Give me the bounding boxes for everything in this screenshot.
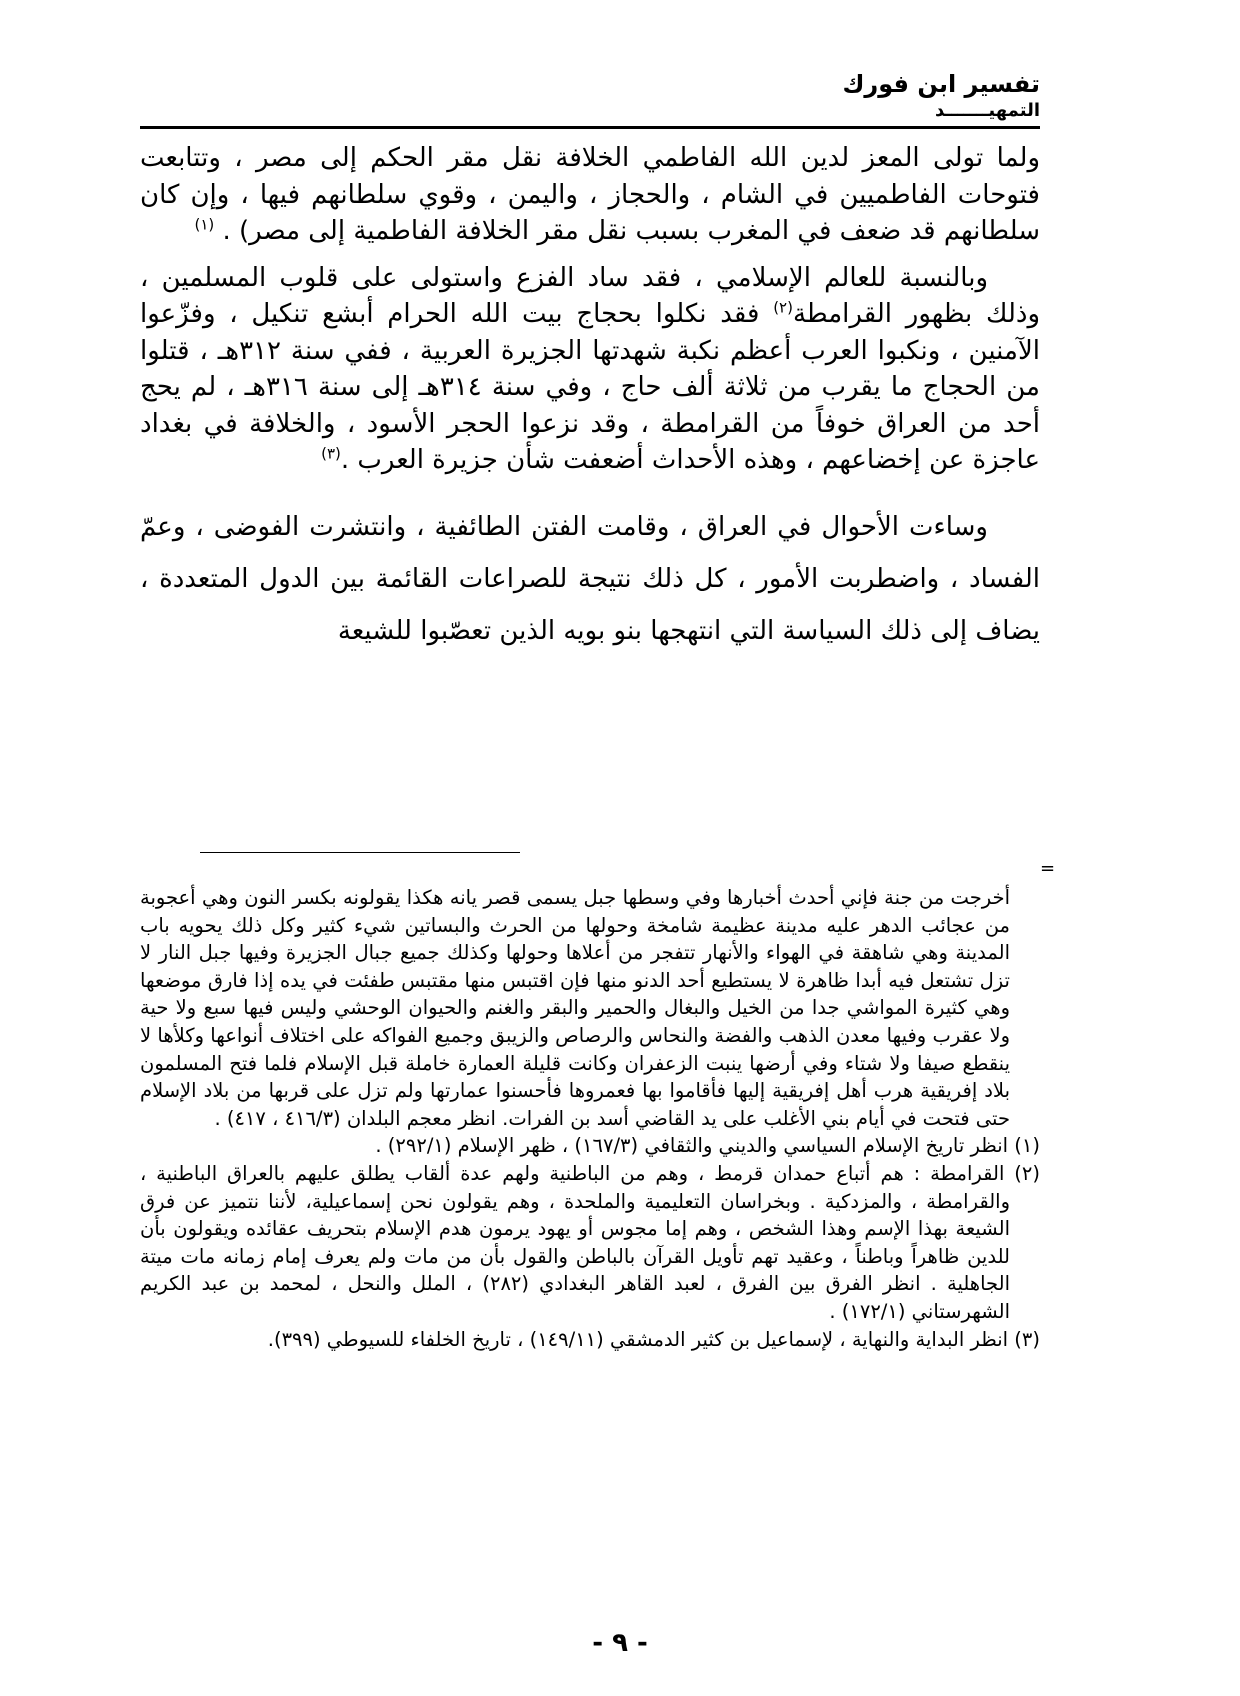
running-header bbox=[140, 68, 1040, 122]
footnotes bbox=[140, 884, 1040, 1353]
paragraph-3: وساءت الأحوال في العراق ، وقامت الفتن الطائفية ، وانتشرت الفوضى ، وعمّ الفساد ، واضطربت الأمور ، كل ذلك نتيجة للصراعات القائمة بين الدول المتعددة ، يضاف إلى ذلك السياسة التي انتهجها بنو بويه الذين تعصّبوا للشيعة bbox=[140, 511, 1040, 646]
footnote-ref-2: (٢) bbox=[773, 298, 793, 317]
main-text bbox=[140, 140, 1040, 657]
footnote-continuation-mark: = bbox=[1040, 858, 1056, 879]
header-rule bbox=[140, 126, 1040, 129]
page-number: - ٩ - bbox=[592, 1628, 648, 1658]
footnote-ref-3: (٣) bbox=[321, 444, 341, 463]
footnote-ref-1: (١) bbox=[194, 215, 215, 234]
footnote-2: (٢) القرامطة : هم أتباع حمدان قرمط ، وهم من الباطنية ولهم عدة ألقاب يطلق عليهم بالعراق الباطنية ، والقرامطة ، والمزدكية . وبخراسان التعليمية والملحدة ، وهم يقولون نحن إسماعيلية، لأننا نتميز عن فرق الشيعة بهذا الإسم وهذا الشخص ، وهم إما مجوس أو يهود يرمون هدم الإسلام بتحريف عقائده ويقولون بأن للدين ظاهراً وباطناً ، وعقيد تهم تأويل القرآن بالباطن والقول بأن من مات ولم يعرف إمام زمانه مات ميتة الجاهلية . انظر الفرق بين الفرق ، لعبد القاهر البغدادي (٢٨٢) ، الملل والنحل ، لمحمد بن عبد الكريم الشهرستاني (١٧٢/١) . bbox=[140, 1161, 1040, 1323]
footnote-continuation: أخرجت من جنة فإني أحدث أخبارها وفي وسطها جبل يسمى قصر يانه هكذا يقولونه بكسر النون وهي أعجوبة من عجائب الدهر عليه مدينة عظيمة شامخة وحولها من الحرث والبساتين شيء كثير وكل ذلك يحويه باب المدينة وهي شاهقة في الهواء والأنهار تتفجر من أعلاها وحولها وكذلك جميع جبال الجزيرة وفيها جبل النار لا تزل تشتعل فيه أبدا ظاهرة لا يستطيع أحد الدنو منها فإن اقتبس منها مقتبس طفئت في يده إذا فارق موضعها وهي كثيرة المواشي جدا من الخيل والبغال والحمير والبقر والغنم والحيوان الوحشي وليس فيها سبع ولا حية ولا عقرب وفيها معدن الذهب والفضة والنحاس والرصاص والزيبق وجميع الفواكه على اختلاف أنواعها وكلأها لا ينقطع صيفا ولا شتاء وفي أرضها ينبت الزعفران وكانت قليلة العمارة خاملة قبل الإسلام فلما فتح المسلمون بلاد إفريقية هرب أهل إفريقية إليها فأقاموا بها فعمروها فأحسنوا عمارتها ولم تزل على قربها من بلاد الإسلام حتى فتحت في أيام بني الأغلب على يد القاضي أسد بن الفرات. انظر معجم البلدان (٤١٦/٣ ، ٤١٧) . bbox=[140, 886, 1010, 1130]
footnote-1: (١) انظر تاريخ الإسلام السياسي والديني والثقافي (١٦٧/٣) ، ظهر الإسلام (٢٩٢/١) . bbox=[375, 1134, 1040, 1158]
footnote-3: (٣) انظر البداية والنهاية ، لإسماعيل بن كثير الدمشقي (١٤٩/١١) ، تاريخ الخلفاء للسيوطي (٣٩٩). bbox=[267, 1327, 1040, 1351]
paragraph-2-text-end: فقد نكلوا بحجاج بيت الله الحرام أبشع تنكيل ، وفزّعوا الآمنين ، ونكبوا العرب أعظم نكبة شهدتها الجزيرة العربية ، ففي سنة ٣١٢هـ ، قتلوا من الحجاج ما يقرب من ثلاثة ألف حاج ، وفي سنة ٣١٤هـ إلى سنة ٣١٦هـ ، لم يحج أحد من العراق خوفاً من القرامطة ، وقد نزعوا الحجر الأسود ، والخلافة في بغداد عاجزة عن إخضاعهم ، وهذه الأحداث أضعفت شأن جزيرة العرب . bbox=[140, 299, 1041, 475]
paragraph-1 bbox=[140, 140, 1040, 250]
paragraph-1-text: ولما تولى المعز لدين الله الفاطمي الخلافة نقل مقر الحكم إلى مصر ، وتتابعت فتوحات الفاطميين في الشام ، والحجاز ، واليمن ، وقوي سلطانهم فيها ، وإن كان سلطانهم قد ضعف في المغرب بسبب نقل مقر الخلافة الفاطمية إلى مصر) . bbox=[140, 143, 1040, 246]
paragraph-2 bbox=[140, 260, 1040, 479]
footnote-separator bbox=[200, 852, 520, 853]
book-title: تفسير ابن فورك bbox=[842, 70, 1040, 98]
section-title: التمهيـــــــد bbox=[934, 100, 1040, 121]
paragraph-2-text-start: وبالنسبة للعالم الإسلامي ، فقد ساد الفزع واستولى على قلوب المسلمين ، وذلك بظهور القرامطة bbox=[140, 262, 1040, 329]
